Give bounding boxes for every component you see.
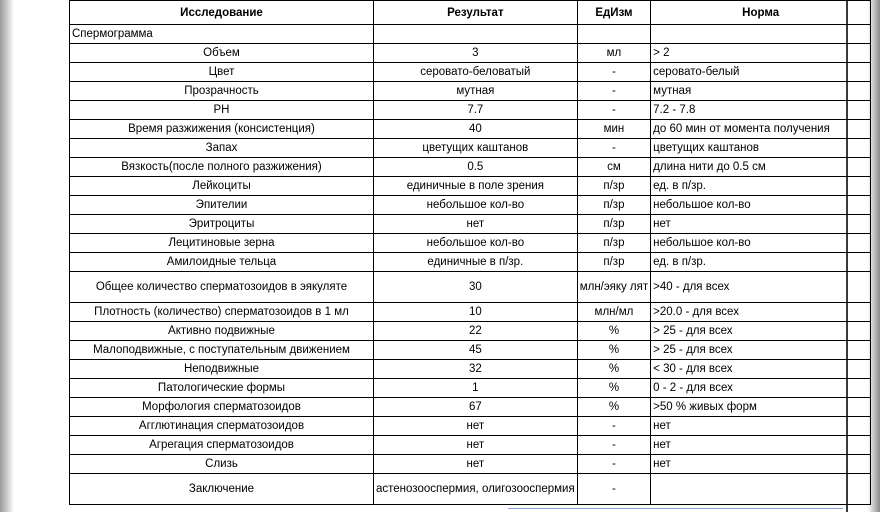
header-unit: ЕдИзм	[577, 1, 650, 25]
cell-unit: -	[577, 63, 650, 82]
table-row	[70, 379, 871, 398]
cell-unit: п/зр	[577, 253, 650, 272]
cell-unit: %	[577, 322, 650, 341]
cell-unit: мин	[577, 120, 650, 139]
cell-norm: нет	[651, 417, 871, 436]
cell-study: Цвет	[70, 63, 374, 82]
cell-unit: п/зр	[577, 215, 650, 234]
cell-study: Запах	[70, 139, 374, 158]
cell-study: Объем	[70, 44, 374, 63]
cell-result: 3	[374, 44, 578, 63]
cell-study: Агрегация сперматозоидов	[70, 436, 374, 455]
table-row	[70, 417, 871, 436]
cell-norm: небольшое кол-во	[651, 196, 871, 215]
cell-unit: -	[577, 474, 650, 505]
cell-norm: > 25 - для всех	[651, 322, 871, 341]
page-shadow-left	[0, 0, 14, 512]
cell-norm: 0 - 2 - для всех	[651, 379, 871, 398]
cell-norm: >20.0 - для всех	[651, 303, 871, 322]
table-row	[70, 272, 871, 303]
cell-norm: 7.2 - 7.8	[651, 101, 871, 120]
cell-result: нет	[374, 417, 578, 436]
cell-result: цветущих каштанов	[374, 139, 578, 158]
cell-unit: %	[577, 379, 650, 398]
cell-result: 32	[374, 360, 578, 379]
cell-study: Малоподвижные, с поступательным движением	[70, 341, 374, 360]
cell-unit: млн/мл	[577, 303, 650, 322]
cell-study: PH	[70, 101, 374, 120]
cell-unit: -	[577, 82, 650, 101]
cell-unit: п/зр	[577, 234, 650, 253]
cell-unit: п/зр	[577, 177, 650, 196]
cell-result: единичные в поле зрения	[374, 177, 578, 196]
table-row	[70, 215, 871, 234]
table-row	[70, 82, 871, 101]
cell-result: 7.7	[374, 101, 578, 120]
cell-unit: %	[577, 398, 650, 417]
cell-study: Морфология сперматозоидов	[70, 398, 374, 417]
cell-norm: нет	[651, 436, 871, 455]
table-row	[70, 303, 871, 322]
cell-result: небольшое кол-во	[374, 234, 578, 253]
cell-norm: небольшое кол-во	[651, 234, 871, 253]
table-header-row	[70, 1, 871, 25]
table-row	[70, 196, 871, 215]
cell-unit: п/зр	[577, 196, 650, 215]
cell-study: Прозрачность	[70, 82, 374, 101]
cell-norm: ед. в п/зр.	[651, 253, 871, 272]
table-row	[70, 44, 871, 63]
cell-norm: нет	[651, 455, 871, 474]
cell-unit: -	[577, 417, 650, 436]
section-row	[70, 25, 871, 44]
cell-unit: мл	[577, 44, 650, 63]
cell-result: нет	[374, 215, 578, 234]
cell-study: Общее количество сперматозоидов в эякуляте	[70, 272, 374, 303]
cell-result: 40	[374, 120, 578, 139]
cell-norm: ед. в п/зр.	[651, 177, 871, 196]
cell-norm: длина нити до 0.5 см	[651, 158, 871, 177]
cell-norm: > 2	[651, 44, 871, 63]
cell-norm: > 25 - для всех	[651, 341, 871, 360]
cell-unit: -	[577, 101, 650, 120]
table-row	[70, 158, 871, 177]
header-norm: Норма	[651, 1, 871, 25]
cell-result: астенозооспермия, олигозооспермия	[374, 474, 578, 505]
cell-unit: -	[577, 139, 650, 158]
section-empty-cell	[577, 25, 650, 44]
cell-result: 1	[374, 379, 578, 398]
cell-study: Время разжижения (консистенция)	[70, 120, 374, 139]
cell-study: Слизь	[70, 455, 374, 474]
table-row	[70, 398, 871, 417]
cell-study: Агглютинация сперматозоидов	[70, 417, 374, 436]
section-empty-cell	[374, 25, 578, 44]
cell-result: нет	[374, 436, 578, 455]
cell-result: 10	[374, 303, 578, 322]
cell-study: Лейкоциты	[70, 177, 374, 196]
cell-unit: %	[577, 341, 650, 360]
cell-norm: мутная	[651, 82, 871, 101]
cell-norm: >40 - для всех	[651, 272, 871, 303]
section-empty-cell	[651, 25, 871, 44]
cell-study: Эпителии	[70, 196, 374, 215]
cell-unit: %	[577, 360, 650, 379]
table-row	[70, 253, 871, 272]
cell-study: Вязкость(после полного разжижения)	[70, 158, 374, 177]
cell-result: нет	[374, 455, 578, 474]
table-row	[70, 436, 871, 455]
cell-result: 30	[374, 272, 578, 303]
cell-norm: >50 % живых форм	[651, 398, 871, 417]
cell-norm: < 30 - для всех	[651, 360, 871, 379]
cell-result: мутная	[374, 82, 578, 101]
table-row	[70, 63, 871, 82]
cell-norm	[651, 474, 871, 505]
cell-unit: -	[577, 436, 650, 455]
cell-result: серовато-беловатый	[374, 63, 578, 82]
cell-study: Заключение	[70, 474, 374, 505]
cell-result: небольшое кол-во	[374, 196, 578, 215]
cell-result: единичные в п/зр.	[374, 253, 578, 272]
table-row	[70, 360, 871, 379]
table-row	[70, 322, 871, 341]
cell-result: 67	[374, 398, 578, 417]
cell-study: Эритроциты	[70, 215, 374, 234]
cell-norm: нет	[651, 215, 871, 234]
table-row	[70, 120, 871, 139]
cell-unit: млн/эяку лят	[577, 272, 650, 303]
cell-unit: -	[577, 455, 650, 474]
section-title: Спермограмма	[70, 25, 374, 44]
cell-result: 45	[374, 341, 578, 360]
cell-study: Неподвижные	[70, 360, 374, 379]
cell-result: 0.5	[374, 158, 578, 177]
table-row	[70, 139, 871, 158]
spermogram-table	[69, 0, 871, 505]
table-row	[70, 455, 871, 474]
table-row	[70, 177, 871, 196]
table-row	[70, 341, 871, 360]
header-study: Исследование	[70, 1, 374, 25]
cell-study: Плотность (количество) сперматозоидов в 1 мл	[70, 303, 374, 322]
table-row	[70, 474, 871, 505]
cell-study: Лецитиновые зерна	[70, 234, 374, 253]
selection-edge	[508, 508, 843, 513]
cell-unit: см	[577, 158, 650, 177]
cell-norm: до 60 мин от момента получения	[651, 120, 871, 139]
cell-norm: цветущих каштанов	[651, 139, 871, 158]
cell-result: 22	[374, 322, 578, 341]
cell-study: Патологические формы	[70, 379, 374, 398]
cell-study: Амилоидные тельца	[70, 253, 374, 272]
cell-norm: серовато-белый	[651, 63, 871, 82]
table-row	[70, 101, 871, 120]
cell-study: Активно подвижные	[70, 322, 374, 341]
header-result: Результат	[374, 1, 578, 25]
table-row	[70, 234, 871, 253]
